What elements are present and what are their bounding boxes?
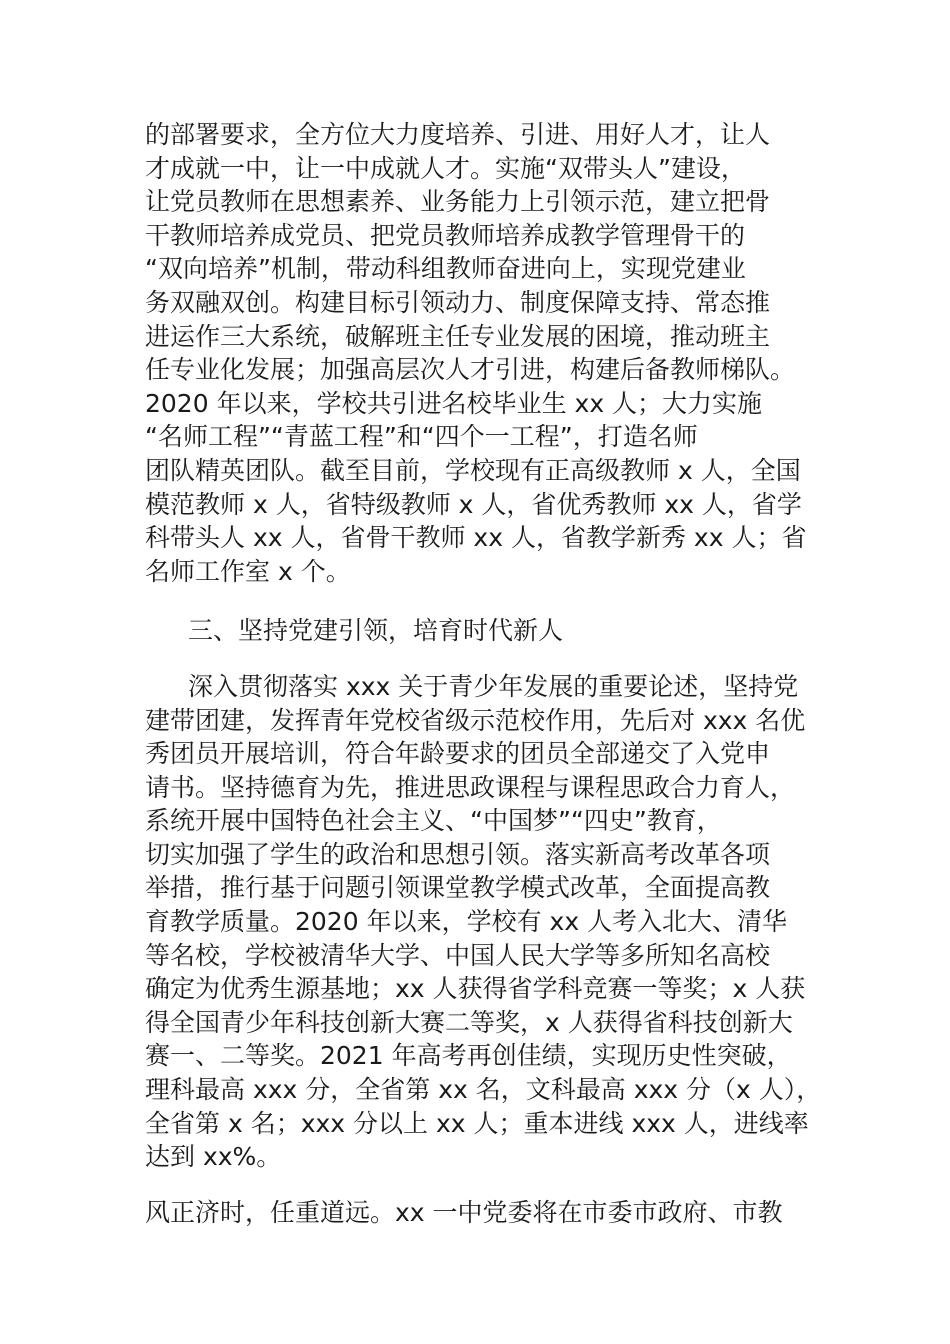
text-line: “双向培养”机制，带动科组教师奋进向上，实现党建业 <box>145 254 746 284</box>
paragraph-talent <box>145 118 810 588</box>
text-line: 名师工作室 x 个。 <box>145 556 351 586</box>
text-line: 理科最高 xxx 分，全省第 xx 名，文科最高 xxx 分（x 人）， <box>145 1075 822 1105</box>
text-line: 切实加强了学生的政治和思想引领。落实新高考改革各项 <box>145 839 771 869</box>
paragraph-closing <box>145 1196 810 1230</box>
text-line: 深入贯彻落实 xxx 关于青少年发展的重要论述，坚持党 <box>188 671 799 701</box>
text-line: 模范教师 x 人，省特级教师 x 人，省优秀教师 xx 人，省学 <box>145 489 802 519</box>
text-line: 系统开展中国特色社会主义、“中国梦”“四史”教育， <box>145 806 722 836</box>
text-line: 全省第 x 名；xxx 分以上 xx 人；重本进线 xxx 人，进线率 <box>145 1108 809 1138</box>
text-line: 让党员教师在思想素养、业务能力上引领示范，建立把骨 <box>145 187 771 217</box>
text-line: 干教师培养成党员、把党员教师培养成教学管理骨干的 <box>145 220 746 250</box>
paragraph-students <box>145 670 822 1174</box>
document-page <box>145 118 822 1229</box>
text-line: 举措，推行基于问题引领课堂教学模式改革，全面提高教 <box>145 873 771 903</box>
text-line: “名师工程”“青蓝工程”和“四个一工程”，打造名师 <box>145 422 698 452</box>
text-line: 建带团建，发挥青年党校省级示范校作用，先后对 xxx 名优 <box>145 705 806 735</box>
text-line: 进运作三大系统，破解班主任专业发展的困境，推动班主 <box>145 321 771 351</box>
text-line: 秀团员开展培训，符合年龄要求的团员全部递交了入党申 <box>145 739 771 769</box>
text-line: 得全国青少年科技创新大赛二等奖，x 人获得省科技创新大 <box>145 1007 793 1037</box>
section-heading: 三、坚持党建引领，培育时代新人 <box>188 616 564 646</box>
text-line: 2020 年以来，学校共引进名校毕业生 xx 人；大力实施 <box>145 388 763 418</box>
text-line: 等名校，学校被清华大学、中国人民大学等多所知名高校 <box>145 940 771 970</box>
text-line: 才成就一中，让一中成就人才。实施“双带头人”建设， <box>145 153 746 183</box>
text-line: 赛一、二等奖。2021 年高考再创佳绩，实现历史性突破， <box>145 1041 792 1071</box>
text-line: 确定为优秀生源基地；xx 人获得省学科竞赛一等奖；x 人获 <box>145 974 806 1004</box>
text-line: 务双融双创。构建目标引领动力、制度保障支持、常态推 <box>145 287 771 317</box>
text-line: 团队精英团队。截至目前，学校现有正高级教师 x 人，全国 <box>145 455 801 485</box>
text-line: 的部署要求，全方位大力度培养、引进、用好人才，让人 <box>145 120 771 149</box>
text-line: 任专业化发展；加强高层次人才引进，构建后备教师梯队。 <box>145 355 796 385</box>
text-line: 请书。坚持德育为先，推进思政课程与课程思政合力育人， <box>145 772 796 802</box>
text-line: 科带头人 xx 人，省骨干教师 xx 人，省教学新秀 xx 人；省 <box>145 523 807 553</box>
text-line: 育教学质量。2020 年以来，学校有 xx 人考入北大、清华 <box>145 907 788 937</box>
text-line: 达到 xx%。 <box>145 1142 282 1172</box>
text-line: 风正济时，任重道远。xx 一中党委将在市委市政府、市教 <box>145 1197 783 1227</box>
